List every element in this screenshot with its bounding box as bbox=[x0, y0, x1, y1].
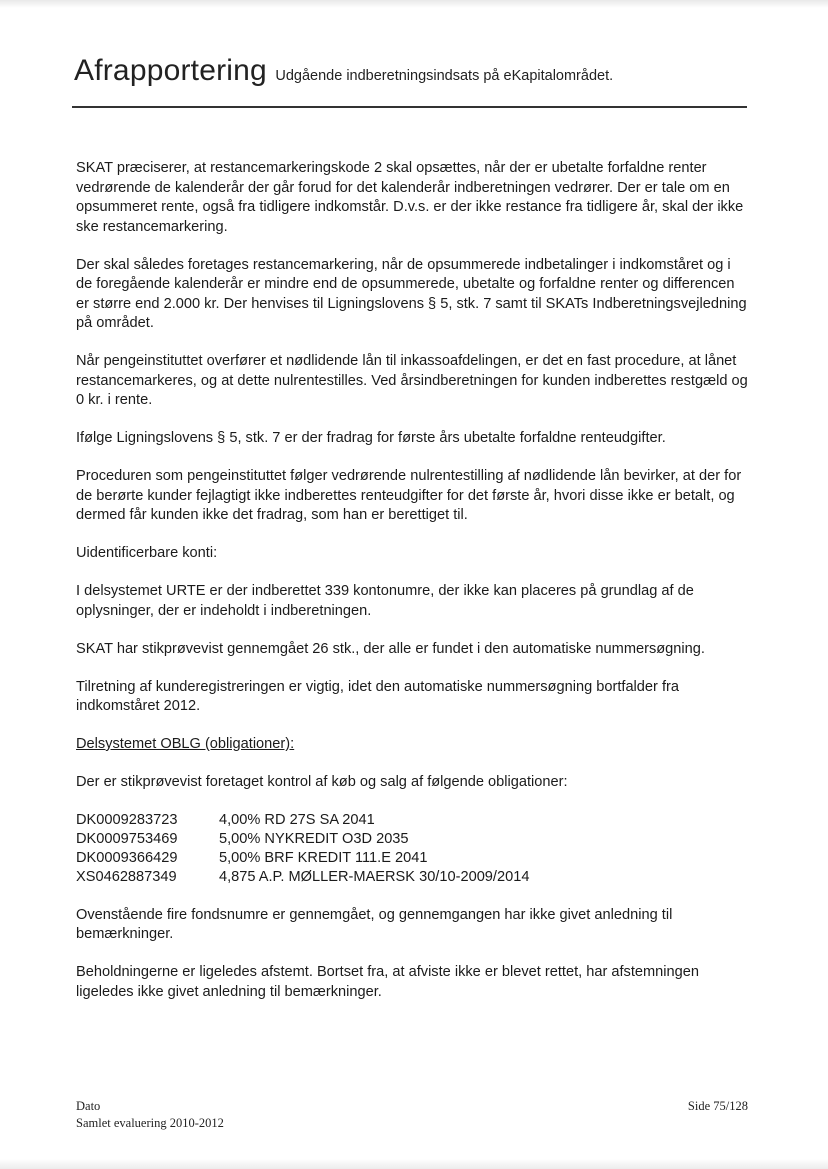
bond-row bbox=[76, 811, 748, 830]
document-body bbox=[76, 159, 748, 1021]
bonds-intro: Der er stikprøvevist foretaget kontrol af køb og salg af følgende obligationer: bbox=[76, 774, 568, 790]
scan-edge-bottom bbox=[0, 1159, 828, 1169]
bond-code: DK0009283723 bbox=[76, 812, 178, 828]
paragraph: Beholdningerne er ligeledes afstemt. Bortset fra, at afviste ikke er blevet rettet, har afstemningen ligeledes ikke givet anledning til bemærkninger. bbox=[76, 964, 699, 1000]
paragraph: SKAT har stikprøvevist gennemgået 26 stk., der alle er fundet i den automatiske nummersøgning. bbox=[76, 640, 705, 657]
bond-list bbox=[76, 811, 748, 887]
bond-description: 4,875 A.P. MØLLER-MAERSK 30/10-2009/2014 bbox=[219, 869, 530, 885]
bond-row bbox=[76, 868, 748, 887]
paragraph: Når pengeinstituttet overfører et nødlidende lån til inkassoafdelingen, er det en fast procedure, at lånet restancemarkeres, og at dette nulrentestilles. Ved årsindberetningen for kunden indberettes restgæld og 0 kr. i rente. bbox=[76, 353, 748, 408]
bond-code: XS0462887349 bbox=[76, 869, 177, 885]
bond-row bbox=[76, 830, 748, 849]
page-header bbox=[74, 54, 754, 88]
bond-code: DK0009366429 bbox=[76, 850, 178, 866]
paragraph: Der skal således foretages restancemarkering, når de opsummerede indbetalinger i indkomståret og i de foregående kalenderår er mindre end de opsummerede, ubetalte og forfaldne renter og differencen er større end 2.000 kr. Der henvises til Ligningslovens § 5, stk. 7 samt til SKATs Indberetningsvejledning på området. bbox=[76, 256, 747, 331]
header-divider bbox=[72, 106, 747, 108]
page-number: Side 75/128 bbox=[687, 1099, 748, 1113]
scan-edge-top bbox=[0, 0, 828, 8]
footer-report-name: Samlet evaluering 2010-2012 bbox=[76, 1116, 224, 1130]
paragraph: SKAT præciserer, at restancemarkeringskode 2 skal opsættes, når der er ubetalte forfaldne renter vedrørende de kalenderår der går forud for det kalenderår indberetningen vedrører. Der er tale om en opsummeret rente, også fra tidligere indkomstår. D.v.s. er der ikke restance fra tidligere år, skal der ikke ske restancemarkering. bbox=[76, 160, 744, 235]
paragraph: Ifølge Ligningslovens § 5, stk. 7 er der fradrag for første års ubetalte forfaldne renteudgifter. bbox=[76, 430, 666, 446]
bond-code: DK0009753469 bbox=[76, 831, 178, 847]
paragraph: Tilretning af kunderegistreringen er vigtig, idet den automatiske nummersøgning bortfalder fra indkomståret 2012. bbox=[76, 678, 679, 714]
bond-description: 5,00% BRF KREDIT 111.E 2041 bbox=[219, 850, 428, 866]
section-heading: Delsystemet OBLG (obligationer): bbox=[76, 736, 295, 752]
footer-date-label: Dato bbox=[76, 1099, 101, 1113]
paragraph: Proceduren som pengeinstituttet følger vedrørende nulrentestilling af nødlidende lån bevirker, at der for de berørte kunder fejlagtigt ikke indberettes renteudgifter for det første år, hvori disse ikke er betalt, og dermed får kunden ikke det fradrag, som han er berettiget til. bbox=[76, 468, 742, 523]
paragraph: Ovenstående fire fondsnumre er gennemgået, og gennemgangen har ikke givet anledning til bemærkninger. bbox=[76, 906, 673, 942]
paragraph: Uidentificerbare konti: bbox=[76, 545, 218, 561]
bond-row bbox=[76, 849, 748, 868]
footer-left bbox=[76, 1098, 224, 1132]
bond-description: 5,00% NYKREDIT O3D 2035 bbox=[219, 831, 409, 847]
page-title: Afrapportering bbox=[74, 54, 267, 87]
page-subtitle: Udgående indberetningsindsats på eKapitalområdet. bbox=[275, 68, 614, 84]
paragraph: I delsystemet URTE er der indberettet 339 kontonumre, der ikke kan placeres på grundlag af de oplysninger, der er indeholdt i indberetningen. bbox=[76, 583, 694, 619]
bond-description: 4,00% RD 27S SA 2041 bbox=[219, 812, 375, 828]
